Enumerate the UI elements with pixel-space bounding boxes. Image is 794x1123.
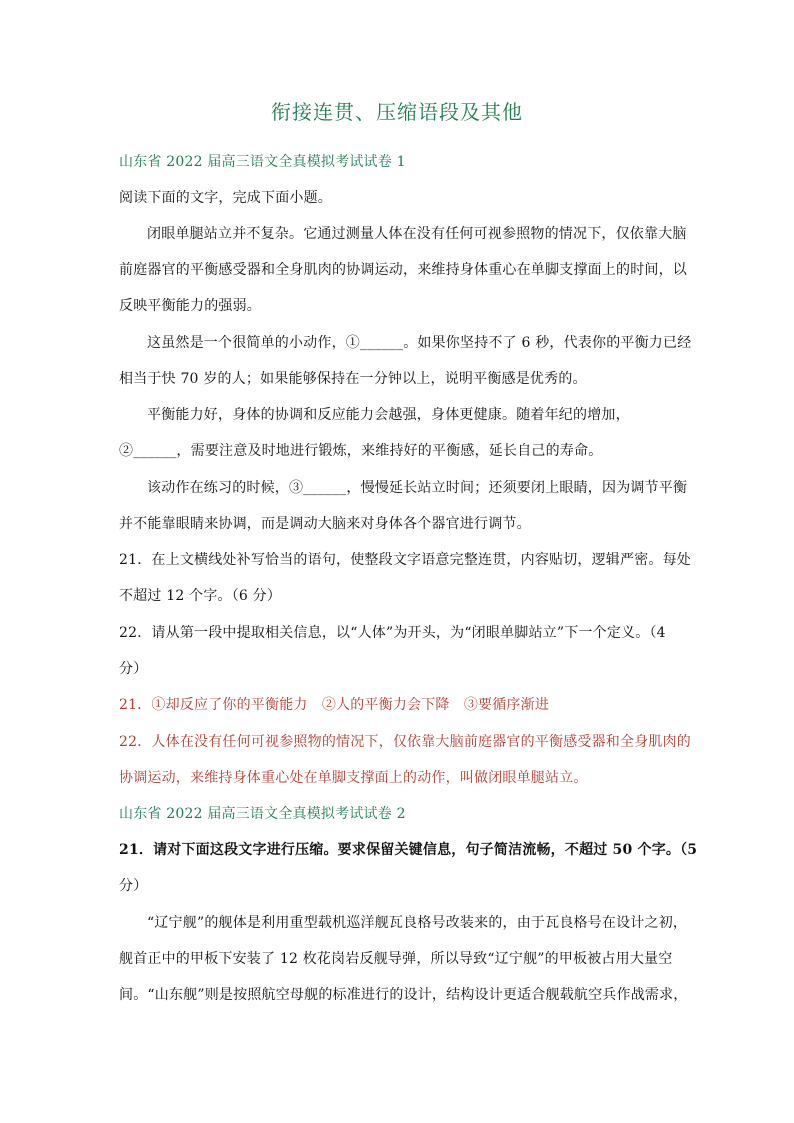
paragraph-2-line-1: 这虽然是一个很简单的小动作，①______。如果你坚持不了 6 秒，代表你的平衡力已经: [147, 335, 692, 351]
paragraph-3-line-1: 平衡能力好，身体的协调和反应能力会越强，身体更健康。随着年纪的增加，: [147, 407, 630, 423]
section2-question-21-line-2: 分）: [119, 878, 148, 894]
section2-paragraph-line-1: “辽宁舰”的舰体是利用重型载机巡洋舰瓦良格号改装来的，由于瓦良格号在设计之初，: [147, 915, 688, 931]
paragraph-2-line-2: 相当于快 70 岁的人；如果能够保持在一分钟以上，说明平衡感是优秀的。: [119, 371, 587, 387]
question-22-line-1: 22．请从第一段中提取相关信息，以“人体”为开头，为“闭眼单脚站立”下一个定义。（4: [119, 625, 666, 641]
paragraph-1-line-3: 反映平衡能力的强弱。: [119, 298, 261, 314]
section2-paragraph-line-3: 间。“山东舰”则是按照航空母舰的标准进行的设计，结构设计更适合舰载航空兵作战需求，: [119, 987, 688, 1003]
paragraph-1-line-1: 闭眼单腿站立并不复杂。它通过测量人体在没有任何可视参照物的情况下，仅依靠大脑: [147, 226, 687, 242]
paragraph-3-line-2: ②______，需要注意及时地进行锻炼，来维持好的平衡感，延长自己的寿命。: [119, 443, 603, 459]
question-21-line-1: 21．在上文横线处补写恰当的语句，使整段文字语意完整连贯，内容贴切，逻辑严密。每处: [119, 552, 692, 568]
paragraph-4-line-2: 并不能靠眼睛来协调，而是调动大脑来对身体各个器官进行调节。: [119, 516, 531, 532]
question-21-line-2: 不超过 12 个字。（6 分）: [119, 588, 282, 604]
section2-question-21-line-1: 21．请对下面这段文字进行压缩。要求保留关键信息，句子简洁流畅，不超过 50 个字。（5: [119, 842, 698, 858]
paragraph-4-line-1: 该动作在练习的时候，③______，慢慢延长站立时间；还须要闭上眼睛，因为调节平衡: [147, 480, 688, 496]
section1-instruction: 阅读下面的文字，完成下面小题。: [119, 190, 332, 206]
answer-22-line-1: 22．人体在没有任何可视参照物的情况下，仅依靠大脑前庭器官的平衡感受器和全身肌肉的: [119, 734, 692, 750]
paragraph-1-line-2: 前庭器官的平衡感受器和全身肌肉的协调运动，来维持身体重心在单脚支撑面上的时间，以: [119, 262, 687, 278]
question-22-line-2: 分）: [119, 661, 148, 677]
section2-source: 山东省 2022 届高三语文全真模拟考试试卷 2: [119, 806, 406, 822]
answer-22-line-2: 协调运动，来维持身体重心处在单脚支撑面上的动作，叫做闭眼单腿站立。: [119, 770, 588, 786]
answer-21: 21．①却反应了你的平衡能力 ②人的平衡力会下降 ③要循序渐进: [119, 697, 550, 713]
section1-source: 山东省 2022 届高三语文全真模拟考试试卷 1: [119, 154, 406, 170]
section2-paragraph-line-2: 舰首正中的甲板下安装了 12 枚花岗岩反舰导弹，所以导致“辽宁舰”的甲板被占用大量空: [119, 951, 673, 967]
document-title: 衔接连贯、压缩语段及其他: [271, 100, 523, 124]
